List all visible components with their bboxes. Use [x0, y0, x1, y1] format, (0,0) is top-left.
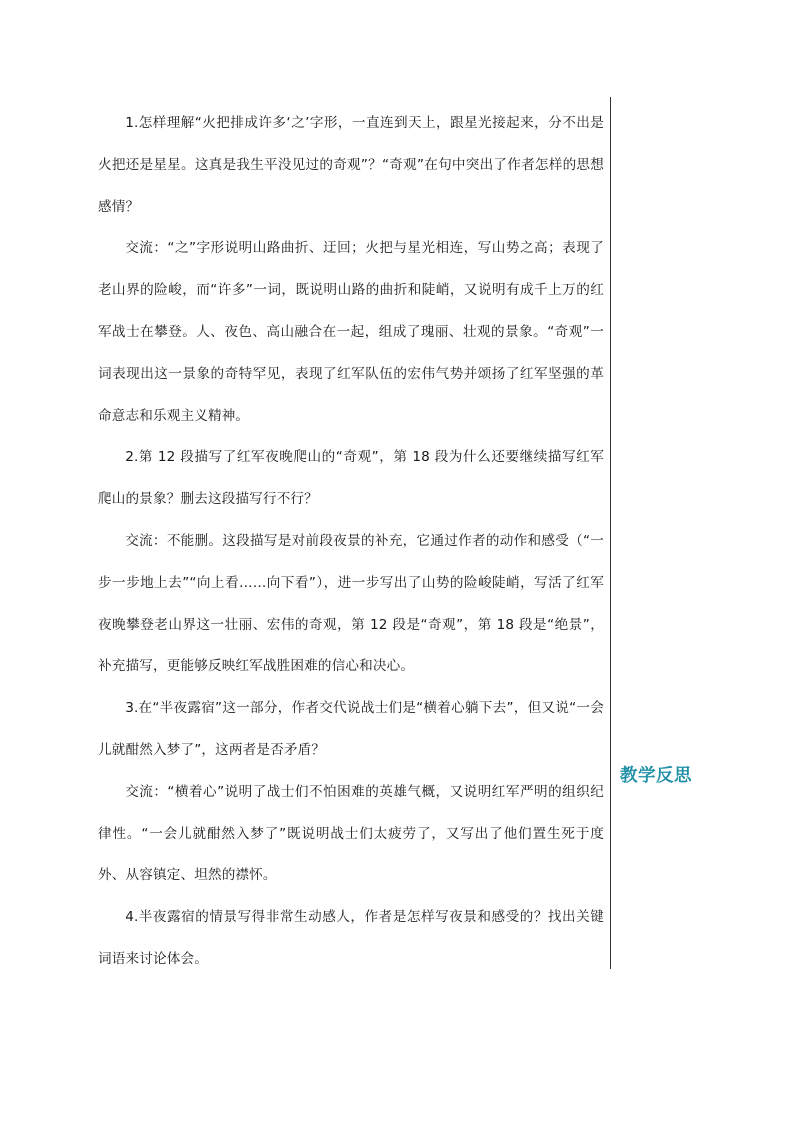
answer-1-text: “之”字形说明山路曲折、迂回；火把与星光相连，写山势之高；表现了老山界的险峻，而“许多”一词，既说明山路的曲折和陡峭，又说明有成千上万的红军战士在攀登。人、夜色、高山融合在一起，组成了瑰丽、壮观的景象。“奇观”一词表现出这一景象的奇特罕见，表现了红军队伍的宏伟气势并颂扬了红军坚强的革命意志和乐观主义精神。 — [98, 240, 605, 424]
column-divider — [610, 97, 611, 969]
question-3 — [98, 688, 604, 772]
question-4-text: 4.半夜露宿的情景写得非常生动感人，作者是怎样写夜景和感受的？找出关键词语来讨论体会。 — [98, 909, 604, 967]
answer-2 — [98, 521, 604, 688]
question-1 — [98, 103, 604, 228]
question-3-text: 3.在“半夜露宿”这一部分，作者交代说战士们是“横着心躺下去”，但又说“一会儿就酣然入梦了”，这两者是否矛盾？ — [98, 700, 604, 758]
teaching-reflection-heading: 教学反思 — [620, 766, 692, 786]
question-2-text: 2.第 12 段描写了红军夜晚爬山的“奇观”，第 18 段为什么还要继续描写红军爬山的景象？删去这段描写行不行？ — [98, 449, 604, 508]
answer-1-label: 交流： — [125, 240, 168, 257]
answer-3-label: 交流： — [125, 783, 168, 800]
answer-2-label: 交流： — [125, 532, 167, 549]
answer-2-text: 不能删。这段描写是对前段夜景的补充，它通过作者的动作和感受（“一步一步地上去”“向上看……向下看”），进一步写出了山势的险峻陡峭，写活了红军夜晚攀登老山界这一壮丽、宏伟的奇观，第 12 段是“奇观”，第 18 段是“绝景”，补充描写，更能够反映红军战胜困难的信心和决心。 — [98, 532, 605, 675]
question-4 — [98, 897, 604, 981]
question-1-text: 1.怎样理解“火把排成许多‘之’字形，一直连到天上，跟星光接起来，分不出是火把还是星星。这真是我生平没见过的奇观”？“奇观”在句中突出了作者怎样的思想感情？ — [98, 115, 604, 215]
lesson-content — [98, 103, 604, 981]
answer-1 — [98, 228, 604, 437]
answer-3-text: “横着心”说明了战士们不怕困难的英雄气概，又说明红军严明的组织纪律性。“一会儿就酣然入梦了”既说明战士们太疲劳了，又写出了他们置生死于度外、从容镇定、坦然的襟怀。 — [98, 783, 605, 884]
question-2 — [98, 437, 604, 521]
answer-3 — [98, 772, 604, 897]
